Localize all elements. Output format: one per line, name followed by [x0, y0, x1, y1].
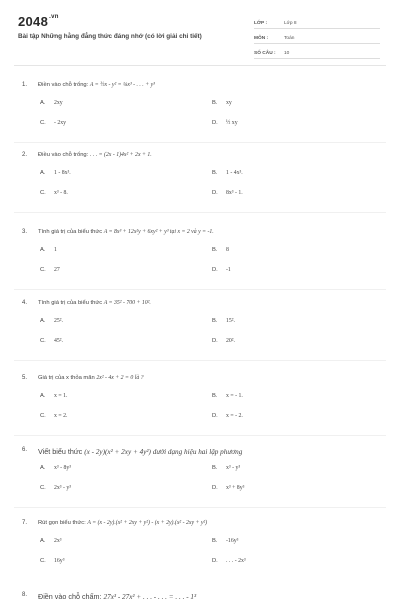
option-b[interactable] [212, 100, 232, 106]
option-letter: D. [212, 558, 218, 564]
option-b[interactable] [212, 393, 243, 399]
option-a[interactable] [40, 247, 57, 253]
question-expression: (x - 2y)(x² + 2xy + 4y²) dưới dạng hiệu hai lập phương [84, 448, 243, 456]
option-letter: A. [40, 247, 46, 253]
meta-panel [254, 16, 380, 61]
option-d[interactable] [212, 267, 231, 273]
question-number: 5. [22, 375, 28, 381]
question-text [38, 592, 196, 600]
option-d[interactable] [212, 338, 235, 344]
option-b[interactable] [212, 538, 238, 544]
option-b[interactable] [212, 465, 240, 471]
option-value: -16y³ [226, 538, 239, 544]
option-letter: D. [212, 485, 218, 491]
option-value: 45². [54, 338, 63, 344]
option-value: . . . - 2x³ [226, 558, 246, 564]
option-c[interactable] [40, 120, 66, 126]
meta-value: Lớp 8 [284, 21, 297, 26]
question-text [38, 229, 214, 235]
meta-key: SỐ CÂU : [254, 51, 276, 56]
option-b[interactable] [212, 170, 243, 176]
document-header [14, 6, 386, 66]
option-letter: B. [212, 318, 218, 324]
logo-text: 2048 [18, 14, 49, 29]
option-value: x³ - 8y³ [54, 465, 72, 471]
question-expression: A = 8x³ + 12x²y + 6xy² + y³ tại x = 2 và y = -1. [103, 229, 214, 235]
option-d[interactable] [212, 190, 243, 196]
option-c[interactable] [40, 485, 71, 491]
question-number: 2. [22, 152, 28, 158]
option-value: 1 [54, 247, 57, 253]
option-d[interactable] [212, 413, 243, 419]
question-expression: 2x² - 4x + 2 = 0 là ? [96, 375, 144, 381]
question-prompt: Viết biểu thức [38, 447, 83, 456]
option-value: x = 2. [54, 413, 68, 419]
option-a[interactable] [40, 318, 63, 324]
question-prompt: Giá trị của x thỏa mãn [38, 375, 95, 381]
option-letter: C. [40, 120, 46, 126]
option-letter: D. [212, 120, 218, 126]
question-6 [14, 447, 386, 515]
option-value: -1 [226, 267, 231, 273]
option-letter: B. [212, 170, 218, 176]
logo-suffix: .vn [49, 14, 59, 20]
option-letter: C. [40, 267, 46, 273]
option-c[interactable] [40, 267, 60, 273]
option-letter: B. [212, 393, 218, 399]
option-letter: B. [212, 247, 218, 253]
option-a[interactable] [40, 465, 71, 471]
document-page [14, 6, 386, 600]
option-letter: A. [40, 318, 46, 324]
question-expression: A = ½x - y² = ⅛x³ - . . . + y³ [89, 82, 155, 88]
question-number: 4. [22, 300, 28, 306]
meta-key: MÔN : [254, 36, 269, 41]
option-a[interactable] [40, 100, 63, 106]
option-value: 15². [226, 318, 235, 324]
option-value: x = - 1. [226, 393, 243, 399]
option-letter: C. [40, 413, 46, 419]
question-text [38, 300, 151, 306]
question-prompt: Rút gọn biểu thức: [38, 520, 86, 526]
question-expression: . . . = (2x - 1)4x² + 2x + 1. [89, 152, 152, 158]
meta-value: 10 [284, 51, 290, 56]
option-a[interactable] [40, 538, 62, 544]
question-1 [14, 82, 386, 150]
question-number: 8. [22, 592, 28, 598]
option-value: xy [226, 100, 232, 106]
option-letter: A. [40, 170, 46, 176]
question-prompt: Điều vào chỗ trống: [38, 152, 89, 158]
question-prompt: Tính giá trị của biểu thức [38, 300, 103, 306]
question-number: 3. [22, 229, 28, 235]
option-value: x = - 2. [226, 413, 243, 419]
option-letter: B. [212, 100, 218, 106]
question-4 [14, 300, 386, 368]
option-value: 8 [226, 247, 229, 253]
option-value: 2x³ [54, 538, 62, 544]
option-letter: B. [212, 465, 218, 471]
option-value: 16y³ [54, 558, 65, 564]
option-d[interactable] [212, 558, 246, 564]
option-letter: A. [40, 100, 46, 106]
option-c[interactable] [40, 190, 68, 196]
option-b[interactable] [212, 318, 235, 324]
question-divider [14, 142, 386, 143]
meta-value: Toán [284, 36, 295, 41]
option-d[interactable] [212, 485, 244, 491]
question-text [38, 447, 242, 456]
option-value: 27 [54, 267, 60, 273]
option-b[interactable] [212, 247, 229, 253]
question-number: 6. [22, 447, 28, 453]
option-value: 20². [226, 338, 235, 344]
question-text [38, 520, 207, 526]
question-text [38, 82, 155, 88]
question-number: 1. [22, 82, 28, 88]
meta-row-subject [254, 31, 380, 44]
option-a[interactable] [40, 393, 67, 399]
question-expression: A = (x - 2y).(x² + 2xy + y²) - (x + 2y).(x² - 2xy + y²) [87, 520, 208, 526]
question-7 [14, 520, 386, 588]
option-value: x³ - 8. [54, 190, 68, 196]
option-letter: A. [40, 465, 46, 471]
question-text [38, 152, 152, 158]
question-3 [14, 229, 386, 297]
question-divider [14, 507, 386, 508]
option-value: x³ + 8y³ [226, 485, 245, 491]
option-value: 1 - 8x³. [54, 170, 71, 176]
option-letter: A. [40, 393, 46, 399]
meta-row-question-count [254, 46, 380, 59]
question-expression: A = 35² - 700 + 10². [103, 300, 151, 306]
option-value: 25². [54, 318, 63, 324]
question-prompt: Điền vào chỗ chấm: [38, 592, 102, 600]
option-d[interactable] [212, 120, 238, 126]
question-divider [14, 289, 386, 290]
option-value: 1 - 4x³. [226, 170, 243, 176]
option-letter: C. [40, 338, 46, 344]
meta-row-class [254, 16, 380, 29]
option-a[interactable] [40, 170, 71, 176]
option-value: ½ xy [226, 120, 238, 126]
option-letter: D. [212, 413, 218, 419]
question-text [38, 375, 144, 381]
option-c[interactable] [40, 413, 67, 419]
option-letter: C. [40, 485, 46, 491]
option-letter: D. [212, 267, 218, 273]
question-5 [14, 375, 386, 443]
option-letter: D. [212, 190, 218, 196]
meta-key: LỚP : [254, 21, 268, 26]
option-value: 8x³ - 1. [226, 190, 243, 196]
question-divider [14, 360, 386, 361]
option-letter: C. [40, 190, 46, 196]
option-letter: B. [212, 538, 218, 544]
question-expression: 27x³ - 27x² + . . . - . . . = . . . - 1³ [103, 593, 197, 600]
option-letter: A. [40, 538, 46, 544]
site-logo[interactable] [18, 14, 59, 29]
option-letter: D. [212, 338, 218, 344]
question-number: 7. [22, 520, 28, 526]
question-8 [14, 592, 386, 600]
question-2 [14, 152, 386, 220]
question-divider [14, 435, 386, 436]
page-title: Bài tập Những hằng đẳng thức đáng nhớ (có lời giải chi tiết) [18, 33, 202, 40]
option-value: 2xy [54, 100, 63, 106]
option-value: - 2xy [54, 120, 67, 126]
option-letter: C. [40, 558, 46, 564]
question-divider [14, 212, 386, 213]
option-c[interactable] [40, 338, 63, 344]
question-prompt: Tính giá trị của biểu thức [38, 229, 103, 235]
option-value: x³ - y³ [226, 465, 241, 471]
option-value: 2x³ - y³ [54, 485, 72, 491]
option-value: x = 1. [54, 393, 68, 399]
question-prompt: Điền vào chỗ trống: [38, 82, 89, 88]
option-c[interactable] [40, 558, 64, 564]
